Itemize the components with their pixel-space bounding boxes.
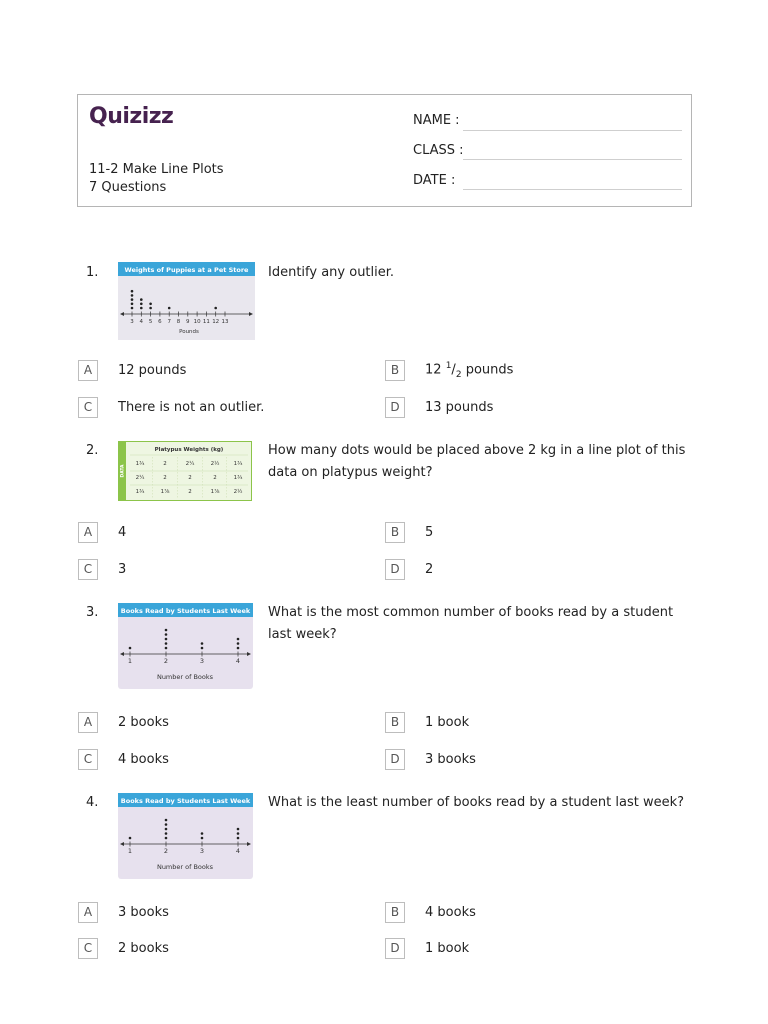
- option-letter-b[interactable]: B: [385, 712, 405, 733]
- table-cell: 2: [213, 475, 217, 481]
- plot-dot: [131, 294, 134, 297]
- table-cell: 1⅞: [160, 489, 170, 495]
- worksheet-header: [77, 94, 692, 207]
- option-letter-c[interactable]: C: [78, 938, 98, 959]
- plot-dot: [131, 298, 134, 301]
- table-cell: 1⅞: [210, 489, 220, 495]
- tick-label: 3: [199, 847, 205, 855]
- tick-label: 4: [235, 847, 241, 855]
- option-letter-a[interactable]: A: [78, 902, 98, 923]
- mixed-number-whole: 12: [425, 362, 442, 378]
- plot-dot: [149, 303, 152, 306]
- table-cell: 1¾: [135, 489, 145, 495]
- axis-label: Number of Books: [156, 863, 214, 871]
- unit-label: pounds: [465, 362, 514, 378]
- option-text-a[interactable]: 2 books: [118, 715, 169, 730]
- table-cell: 2½: [233, 489, 243, 495]
- option-text-b[interactable]: 4 books: [425, 905, 476, 920]
- axis-label: Number of Books: [156, 673, 214, 681]
- platypus-weights-table: [118, 441, 252, 501]
- tick-label: 4: [235, 657, 241, 665]
- table-cell: 1¾: [135, 461, 145, 467]
- option-text-c[interactable]: 3: [118, 562, 127, 577]
- option-letter-d[interactable]: D: [385, 938, 405, 959]
- option-text-a[interactable]: 3 books: [118, 905, 169, 920]
- tick-label: 3: [130, 319, 134, 325]
- plot-dot: [129, 837, 132, 840]
- name-label: NAME :: [413, 113, 460, 128]
- plot-dot: [165, 642, 168, 645]
- tick-label: 9: [186, 319, 190, 325]
- option-text-d[interactable]: 2: [425, 562, 434, 577]
- option-text-b[interactable]: 1 book: [425, 715, 470, 730]
- option-text-d[interactable]: 1 book: [425, 941, 470, 956]
- fraction-denominator: 2: [455, 369, 462, 380]
- books-read-line-plot: [118, 793, 253, 879]
- quizizz-logo: Quizizz: [89, 104, 174, 129]
- table-cell: 2: [163, 461, 167, 467]
- table-cell: 1¾: [233, 461, 243, 467]
- plot-title: Books Read by Students Last Week: [120, 607, 251, 615]
- puppy-weights-line-plot: [118, 262, 255, 340]
- tick-label: 12: [212, 319, 220, 325]
- fraction-numerator: 1: [445, 361, 452, 371]
- tick-label: 3: [199, 657, 205, 665]
- plot-dot: [165, 819, 168, 822]
- plot-title: Books Read by Students Last Week: [120, 797, 251, 805]
- option-text-c[interactable]: 4 books: [118, 752, 169, 767]
- option-letter-b[interactable]: B: [385, 902, 405, 923]
- plot-dot: [237, 832, 240, 835]
- plot-dot: [165, 647, 168, 650]
- question-number: 2.: [86, 443, 99, 458]
- plot-dot: [168, 307, 171, 310]
- plot-dot: [149, 307, 152, 310]
- tick-label: 13: [221, 319, 229, 325]
- plot-dot: [201, 642, 204, 645]
- table-cell: 1¾: [233, 475, 243, 481]
- tick-label: 4: [139, 319, 144, 325]
- plot-dot: [237, 837, 240, 840]
- plot-dot: [201, 837, 204, 840]
- option-letter-c[interactable]: C: [78, 749, 98, 770]
- data-side-label: DATA: [120, 464, 126, 478]
- tick-label: 1: [127, 657, 133, 665]
- tick-label: 8: [176, 319, 181, 325]
- table-cell: 2¼: [185, 461, 195, 467]
- option-text-b[interactable]: 5: [425, 525, 434, 540]
- books-read-line-plot: [118, 603, 253, 689]
- plot-dot: [165, 638, 168, 641]
- question-text: Identify any outlier.: [268, 265, 395, 280]
- plot-dot: [165, 823, 168, 826]
- tick-label: 1: [127, 847, 133, 855]
- tick-label: 2: [163, 657, 169, 665]
- plot-dot: [140, 298, 143, 301]
- option-text-a[interactable]: 12 pounds: [118, 363, 187, 378]
- plot-dot: [140, 307, 143, 310]
- option-letter-b[interactable]: B: [385, 522, 405, 543]
- plot-dot: [237, 638, 240, 641]
- tick-label: 10: [193, 319, 201, 325]
- plot-dot: [165, 832, 168, 835]
- plot-dot: [201, 832, 204, 835]
- option-letter-a[interactable]: A: [78, 360, 98, 381]
- plot-dot: [165, 837, 168, 840]
- option-letter-a[interactable]: A: [78, 522, 98, 543]
- option-text-c[interactable]: There is not an outlier.: [118, 400, 265, 415]
- option-letter-d[interactable]: D: [385, 749, 405, 770]
- plot-dot: [140, 303, 143, 306]
- plot-dot: [214, 307, 217, 310]
- table-cell: 2: [163, 475, 167, 481]
- question-text: What is the least number of books read by a student last week?: [268, 795, 685, 810]
- plot-dot: [237, 647, 240, 650]
- table-cell: 2: [188, 489, 192, 495]
- table-title: Platypus Weights (kg): [154, 447, 224, 453]
- option-letter-c[interactable]: C: [78, 397, 98, 418]
- table-cell: 2½: [210, 461, 220, 467]
- class-field[interactable]: [463, 159, 682, 160]
- option-text-a[interactable]: 4: [118, 525, 127, 540]
- question-number: 1.: [86, 265, 99, 280]
- table-cell: 2¼: [135, 475, 145, 481]
- tick-label: 7: [167, 319, 171, 325]
- question-text: What is the most common number of books read by a student last week?: [268, 605, 674, 642]
- table-cell: 2: [188, 475, 192, 481]
- name-field[interactable]: [463, 130, 682, 131]
- tick-label: 5: [148, 319, 153, 325]
- axis-label: Pounds: [179, 329, 199, 335]
- plot-dot: [131, 307, 134, 310]
- plot-dot: [129, 647, 132, 650]
- plot-dot: [165, 629, 168, 632]
- option-letter-d[interactable]: D: [385, 397, 405, 418]
- tick-label: 2: [163, 847, 169, 855]
- class-label: CLASS :: [413, 143, 464, 158]
- question-count: 7 Questions: [89, 180, 167, 195]
- plot-title: Weights of Puppies at a Pet Store: [124, 266, 249, 274]
- option-text-b[interactable]: 12 $^1/_2$ pounds: [425, 361, 514, 380]
- option-text-c[interactable]: 2 books: [118, 941, 169, 956]
- tick-label: 6: [158, 319, 162, 325]
- date-label: DATE :: [413, 173, 456, 188]
- option-text-d[interactable]: 3 books: [425, 752, 476, 767]
- option-letter-d[interactable]: D: [385, 559, 405, 580]
- date-field[interactable]: [463, 189, 682, 190]
- question-number: 4.: [86, 795, 99, 810]
- question-text: How many dots would be placed above 2 kg in a line plot of this data on platypus weight?: [268, 443, 686, 480]
- plot-dot: [237, 828, 240, 831]
- plot-dot: [201, 647, 204, 650]
- worksheet-title: 11-2 Make Line Plots: [89, 162, 224, 177]
- tick-label: 11: [202, 319, 210, 325]
- plot-dot: [165, 828, 168, 831]
- question-number: 3.: [86, 605, 99, 620]
- option-letter-a[interactable]: A: [78, 712, 98, 733]
- option-letter-b[interactable]: B: [385, 360, 405, 381]
- option-text-d[interactable]: 13 pounds: [425, 400, 494, 415]
- plot-dot: [237, 642, 240, 645]
- plot-dot: [165, 633, 168, 636]
- plot-dot: [131, 303, 134, 306]
- option-letter-c[interactable]: C: [78, 559, 98, 580]
- plot-dot: [131, 290, 134, 293]
